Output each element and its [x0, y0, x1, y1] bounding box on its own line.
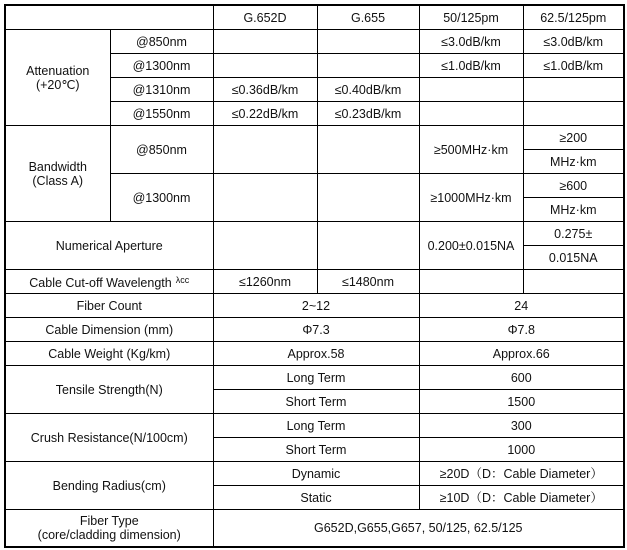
- cell: [317, 126, 419, 174]
- wavelength: @1310nm: [110, 78, 213, 102]
- cell: [317, 222, 419, 270]
- cell: ≥600: [523, 174, 624, 198]
- wavelength: @850nm: [110, 30, 213, 54]
- cell: [213, 174, 317, 222]
- cell: 1500: [419, 390, 624, 414]
- header-g655: G.655: [317, 5, 419, 30]
- fiber-count-label: Fiber Count: [5, 294, 213, 318]
- cell: [317, 30, 419, 54]
- fiber-type-label: Fiber Type (core/cladding dimension): [5, 510, 213, 548]
- cell: Approx.58: [213, 342, 419, 366]
- lambda-cc-symbol: λcc: [175, 275, 190, 285]
- cell: ≥20D（D：Cable Diameter）: [419, 462, 624, 486]
- cell: 0.275±: [523, 222, 624, 246]
- cell: [523, 78, 624, 102]
- cell: [213, 30, 317, 54]
- cell: ≥500MHz·km: [419, 126, 523, 174]
- header-row: [5, 5, 624, 30]
- cell: 300: [419, 414, 624, 438]
- cell: MHz·km: [523, 150, 624, 174]
- cell: [523, 102, 624, 126]
- bending-label: Bending Radius(cm): [5, 462, 213, 510]
- header-62-5-125: 62.5/125pm: [523, 5, 624, 30]
- cell: [419, 102, 523, 126]
- cell: [317, 54, 419, 78]
- fiber-cable-spec-table: [4, 4, 625, 548]
- wavelength: @1550nm: [110, 102, 213, 126]
- cell: Φ7.8: [419, 318, 624, 342]
- cell: [213, 54, 317, 78]
- cell: Φ7.3: [213, 318, 419, 342]
- attenuation-label: Attenuation (+20℃): [5, 30, 110, 126]
- cell: Approx.66: [419, 342, 624, 366]
- cell: ≤1.0dB/km: [523, 54, 624, 78]
- cell: [419, 270, 523, 294]
- cell: 600: [419, 366, 624, 390]
- header-50-125: 50/125pm: [419, 5, 523, 30]
- cell: [213, 126, 317, 174]
- cell: 24: [419, 294, 624, 318]
- cell: [317, 174, 419, 222]
- wavelength: @1300nm: [110, 54, 213, 78]
- crush-label: Crush Resistance(N/100cm): [5, 414, 213, 462]
- cell: ≥1000MHz·km: [419, 174, 523, 222]
- cell: Long Term: [213, 414, 419, 438]
- bandwidth-label: Bandwidth (Class A): [5, 126, 110, 222]
- cell: Short Term: [213, 438, 419, 462]
- cell: ≥200: [523, 126, 624, 150]
- cell: ≤0.40dB/km: [317, 78, 419, 102]
- tensile-label: Tensile Strength(N): [5, 366, 213, 414]
- cell: ≤1.0dB/km: [419, 54, 523, 78]
- cell: 2~12: [213, 294, 419, 318]
- cell: Dynamic: [213, 462, 419, 486]
- numerical-aperture-label: Numerical Aperture: [5, 222, 213, 270]
- cell: 0.200±0.015NA: [419, 222, 523, 270]
- cell: ≤1480nm: [317, 270, 419, 294]
- cell: [523, 270, 624, 294]
- cell: ≤3.0dB/km: [523, 30, 624, 54]
- cell: 1000: [419, 438, 624, 462]
- cell: ≤0.23dB/km: [317, 102, 419, 126]
- cell: ≤1260nm: [213, 270, 317, 294]
- cell: ≤0.22dB/km: [213, 102, 317, 126]
- corner-cell: [5, 5, 213, 30]
- header-g652d: G.652D: [213, 5, 317, 30]
- wavelength: @1300nm: [110, 174, 213, 222]
- cell: [419, 78, 523, 102]
- cell: G652D,G655,G657, 50/125, 62.5/125: [213, 510, 624, 548]
- wavelength: @850nm: [110, 126, 213, 174]
- weight-label: Cable Weight (Kg/km): [5, 342, 213, 366]
- cell: 0.015NA: [523, 246, 624, 270]
- cell: ≥10D（D：Cable Diameter）: [419, 486, 624, 510]
- dimension-label: Cable Dimension (mm): [5, 318, 213, 342]
- cell: MHz·km: [523, 198, 624, 222]
- cell: Static: [213, 486, 419, 510]
- cell: [213, 222, 317, 270]
- cell: ≤0.36dB/km: [213, 78, 317, 102]
- cell: Long Term: [213, 366, 419, 390]
- cell: ≤3.0dB/km: [419, 30, 523, 54]
- cutoff-label: Cable Cut-off Wavelength $^{\lambda cc}$: [5, 270, 213, 294]
- cell: Short Term: [213, 390, 419, 414]
